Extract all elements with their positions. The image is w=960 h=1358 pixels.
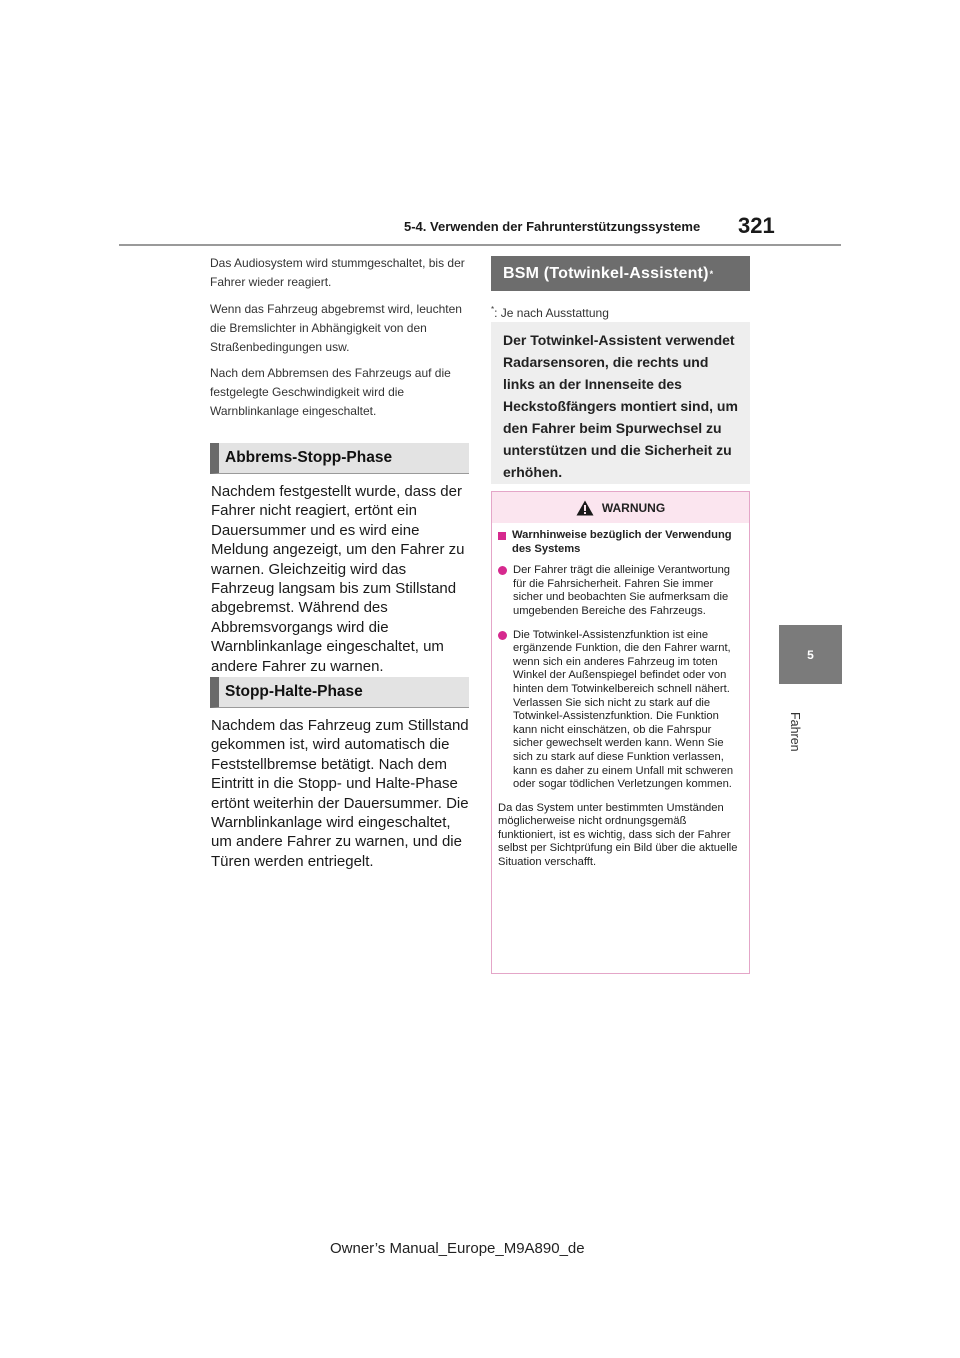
heading-bsm-text: BSM (Totwinkel-Assistent): [503, 264, 709, 282]
warning-subheading: [498, 529, 740, 556]
paragraph-abbrems: Nachdem festgestellt wurde, dass der Fahrer nicht reagiert, ertönt ein Dauersummer und es wird eine Meldung angezeigt, um den Fahrer zu warnen. Gleichzeitig wird das Fahrzeug langsam bis zum Stillstand abgebremst. Während des Abbremsvorgangs wird die Warnblinkanlage eingeschaltet, um andere Fahrer zu warnen.: [211, 483, 465, 675]
heading-abbrems-stopp-phase: [210, 443, 469, 474]
warning-box: [491, 491, 750, 974]
paragraph-stopp-halte: Nachdem das Fahrzeug zum Stillstand gekommen ist, wird automatisch die Feststellbremse betätigt. Nach dem Eintritt in die Stopp- und Halte-Phase ertönt weiterhin der Dauersummer. Die Warnblinkanlage wird eingeschaltet, um andere Fahrer zu warnen, und die Türen werden entriegelt.: [211, 717, 469, 870]
chapter-label: [774, 712, 814, 772]
circle-bullet-icon: [498, 566, 507, 575]
heading-stopp-halte-phase: [210, 677, 469, 708]
document-footer: Owner’s Manual_Europe_M9A890_de: [330, 1240, 585, 1257]
chapter-tab[interactable]: [779, 625, 842, 684]
warning-triangle-icon: [576, 500, 594, 516]
heading-abbrems-text: Abbrems-Stopp-Phase: [225, 449, 393, 466]
warning-header: [492, 492, 749, 523]
footnote-mark: *: [491, 305, 495, 314]
warning-bullet-text: Die Totwinkel-Assistenzfunktion ist eine ergänzende Funktion, die den Fahrer warnt, wenn sich ein anderes Fahrzeug im toten Winkel der Außenspiegel befindet oder von hinten dem Totwinkelbereich schnell nähert. Verlassen Sie sich nicht zu stark auf die Totwinkel-Assistenzfunktion. Die Funktion kann nicht einschätzen, ob die Fahrspur sicher gewechselt werden kann. Wenn Sie sich zu stark auf diese Funktion verlassen, kann es daher zu einem Unfall mit schweren oder sogar tödlichen Verletzungen kommen.: [513, 628, 734, 791]
heading-bsm: [491, 256, 750, 291]
heading-bsm-mark: *: [709, 268, 714, 279]
square-bullet-icon: [498, 532, 506, 540]
paragraph-audio: Das Audiosystem wird stummgeschaltet, bis der Fahrer wieder reagiert.: [210, 256, 465, 289]
page-number: 321: [738, 213, 775, 238]
section-title: 5-4. Verwenden der Fahrunterstützungssysteme: [404, 219, 701, 234]
warning-bullet: [498, 564, 740, 618]
warning-footer: Da das System unter bestimmten Umständen möglicherweise nicht ordnungsgemäß funktioniert, ist es wichtig, dass sich der Fahrer selbst per Sichtprüfung ein Bild über die aktuelle Situation verschafft.: [498, 801, 738, 869]
chapter-label-text: Fahren: [788, 712, 802, 752]
footnote-text: : Je nach Ausstattung: [494, 306, 609, 320]
warning-bullet-text: Der Fahrer trägt die alleinige Verantwortung für die Fahrsicherheit. Fahren Sie immer sicher und beobachten Sie aufmerksam die umgebenden Bereiche des Fahrzeugs.: [513, 564, 731, 617]
header-divider: [119, 244, 841, 246]
footnote: [491, 305, 609, 320]
bsm-intro-text: Der Totwinkel-Assistent verwendet Radarsensoren, die rechts und links an der Innenseite des Heckstoßfängers montiert sind, um den Fahrer beim Spurwechsel zu unterstützen und die Sicherheit zu erhöhen.: [503, 332, 738, 480]
paragraph-brake-lights: Wenn das Fahrzeug abgebremst wird, leuchten die Bremslichter in Abhängigkeit von den Straßenbedingungen usw.: [210, 302, 462, 354]
warning-bullet: [498, 629, 740, 792]
chapter-number: 5: [807, 647, 814, 662]
paragraph-hazard: Nach dem Abbremsen des Fahrzeugs auf die festgelegte Geschwindigkeit wird die Warnblinkanlage eingeschaltet.: [210, 366, 451, 418]
warning-content: [498, 529, 740, 870]
circle-bullet-icon: [498, 631, 507, 640]
bsm-intro-box: [491, 322, 750, 484]
warning-subheading-text: Warnhinweise bezüglich der Verwendung des Systems: [512, 529, 732, 555]
warning-title: WARNUNG: [601, 500, 666, 515]
heading-stopp-halte-text: Stopp-Halte-Phase: [225, 683, 363, 700]
